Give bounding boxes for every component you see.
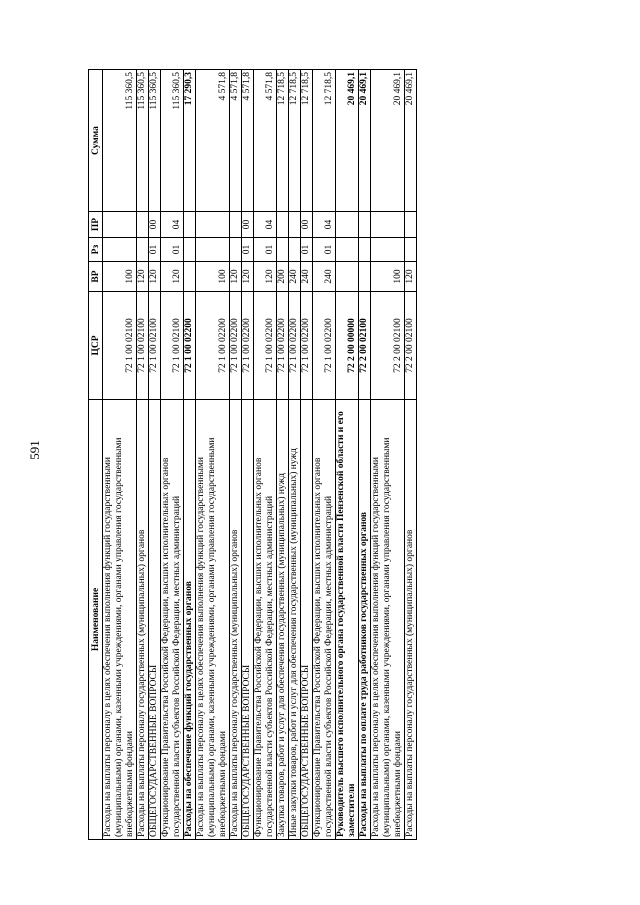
header-rz: Рз bbox=[89, 238, 103, 262]
cell-pr bbox=[184, 212, 196, 238]
cell-rz bbox=[103, 238, 137, 262]
cell-sum: 115 360,5 bbox=[149, 70, 161, 212]
cell-pr: 00 bbox=[242, 212, 254, 238]
cell-sum: 12 718,5 bbox=[301, 70, 313, 212]
cell-sum: 20 469,1 bbox=[336, 70, 359, 212]
table-row bbox=[137, 70, 149, 840]
cell-name: Расходы на обеспечение функций государственных органов bbox=[184, 400, 196, 840]
cell-name: Расходы на выплаты персоналу в целях обеспечения выполнения функций государственными (муниципальными) органами, казенными учреждениями, органами управления государственными внебюджетными фондами bbox=[371, 400, 405, 840]
cell-vr: 100 bbox=[103, 262, 137, 292]
header-csr: ЦСР bbox=[89, 292, 103, 400]
cell-name: Руководитель высшего исполнительного органа государственной власти Пензенской области и его заместители bbox=[336, 400, 359, 840]
cell-csr: 72 2 00 02100 bbox=[405, 292, 417, 400]
cell-name: Расходы на выплаты по оплате труда работников государственных органов bbox=[359, 400, 371, 840]
cell-vr: 240 bbox=[313, 262, 336, 292]
page-number: 591 bbox=[27, 440, 42, 460]
cell-pr bbox=[359, 212, 371, 238]
cell-sum: 20 469,1 bbox=[359, 70, 371, 212]
cell-csr: 72 1 00 02100 bbox=[149, 292, 161, 400]
table-row bbox=[184, 70, 196, 840]
cell-name: ОБЩЕГОСУДАРСТВЕННЫЕ ВОПРОСЫ bbox=[242, 400, 254, 840]
cell-pr bbox=[289, 212, 301, 238]
cell-pr: 00 bbox=[301, 212, 313, 238]
cell-csr: 72 2 00 02100 bbox=[371, 292, 405, 400]
cell-vr: 120 bbox=[137, 262, 149, 292]
table-row bbox=[230, 70, 242, 840]
cell-csr: 72 2 00 00000 bbox=[336, 292, 359, 400]
cell-rz bbox=[336, 238, 359, 262]
table-row bbox=[289, 70, 301, 840]
cell-name: Закупка товаров, работ и услуг для обеспечения государственных (муниципальных) нужд bbox=[277, 400, 289, 840]
cell-rz bbox=[405, 238, 417, 262]
cell-vr: 240 bbox=[301, 262, 313, 292]
table-row bbox=[103, 70, 137, 840]
cell-name: ОБЩЕГОСУДАРСТВЕННЫЕ ВОПРОСЫ bbox=[301, 400, 313, 840]
cell-vr: 120 bbox=[149, 262, 161, 292]
cell-csr: 72 1 00 02200 bbox=[196, 292, 230, 400]
cell-vr bbox=[359, 262, 371, 292]
cell-sum: 20 469,1 bbox=[405, 70, 417, 212]
cell-rz bbox=[371, 238, 405, 262]
cell-pr bbox=[371, 212, 405, 238]
cell-sum: 4 571,8 bbox=[254, 70, 277, 212]
table-row bbox=[254, 70, 277, 840]
cell-sum: 4 571,8 bbox=[242, 70, 254, 212]
cell-vr: 240 bbox=[289, 262, 301, 292]
table-body bbox=[103, 70, 417, 840]
cell-sum: 12 718,5 bbox=[313, 70, 336, 212]
cell-csr: 72 1 00 02200 bbox=[230, 292, 242, 400]
cell-name: Расходы на выплаты персоналу государственных (муниципальных) органов bbox=[230, 400, 242, 840]
cell-csr: 72 1 00 02100 bbox=[161, 292, 184, 400]
header-sum: Сумма bbox=[89, 70, 103, 212]
cell-vr bbox=[336, 262, 359, 292]
cell-rz bbox=[184, 238, 196, 262]
cell-pr bbox=[196, 212, 230, 238]
rotated-page-content bbox=[88, 70, 568, 840]
table-row bbox=[359, 70, 371, 840]
cell-csr: 72 1 00 02100 bbox=[137, 292, 149, 400]
table-row bbox=[336, 70, 359, 840]
cell-pr: 04 bbox=[254, 212, 277, 238]
table-row bbox=[196, 70, 230, 840]
table-header-row bbox=[89, 70, 103, 840]
header-pr: ПР bbox=[89, 212, 103, 238]
table-row bbox=[371, 70, 405, 840]
cell-rz: 01 bbox=[242, 238, 254, 262]
cell-csr: 72 1 00 02100 bbox=[103, 292, 137, 400]
cell-pr bbox=[336, 212, 359, 238]
cell-rz bbox=[289, 238, 301, 262]
cell-csr: 72 1 00 02200 bbox=[184, 292, 196, 400]
cell-rz bbox=[277, 238, 289, 262]
table-row bbox=[405, 70, 417, 840]
cell-rz bbox=[196, 238, 230, 262]
cell-name: Иные закупки товаров, работ и услуг для обеспечения государственных (муниципальных) нужд bbox=[289, 400, 301, 840]
cell-sum: 12 718,5 bbox=[289, 70, 301, 212]
cell-rz: 01 bbox=[301, 238, 313, 262]
cell-vr: 120 bbox=[230, 262, 242, 292]
cell-csr: 72 1 00 02200 bbox=[242, 292, 254, 400]
cell-sum: 12 718,5 bbox=[277, 70, 289, 212]
cell-csr: 72 2 00 02100 bbox=[359, 292, 371, 400]
cell-csr: 72 1 00 02200 bbox=[313, 292, 336, 400]
cell-pr bbox=[230, 212, 242, 238]
cell-vr: 120 bbox=[254, 262, 277, 292]
header-name: Наименование bbox=[89, 400, 103, 840]
cell-vr: 120 bbox=[161, 262, 184, 292]
cell-vr: 200 bbox=[277, 262, 289, 292]
cell-pr: 04 bbox=[161, 212, 184, 238]
cell-name: Расходы на выплаты персоналу государственных (муниципальных) органов bbox=[405, 400, 417, 840]
cell-vr: 120 bbox=[242, 262, 254, 292]
cell-rz: 01 bbox=[149, 238, 161, 262]
cell-rz bbox=[137, 238, 149, 262]
cell-rz: 01 bbox=[254, 238, 277, 262]
cell-sum: 115 360,5 bbox=[103, 70, 137, 212]
cell-pr bbox=[137, 212, 149, 238]
cell-sum: 20 469,1 bbox=[371, 70, 405, 212]
cell-pr bbox=[103, 212, 137, 238]
cell-rz bbox=[359, 238, 371, 262]
table-row bbox=[301, 70, 313, 840]
budget-table bbox=[88, 69, 417, 840]
cell-csr: 72 1 00 02200 bbox=[301, 292, 313, 400]
cell-pr bbox=[405, 212, 417, 238]
cell-sum: 115 360,5 bbox=[137, 70, 149, 212]
cell-name: ОБЩЕГОСУДАРСТВЕННЫЕ ВОПРОСЫ bbox=[149, 400, 161, 840]
cell-csr: 72 1 00 02200 bbox=[254, 292, 277, 400]
cell-vr: 120 bbox=[405, 262, 417, 292]
cell-pr: 00 bbox=[149, 212, 161, 238]
table-row bbox=[277, 70, 289, 840]
table-row bbox=[161, 70, 184, 840]
cell-pr: 04 bbox=[313, 212, 336, 238]
cell-name: Функционирование Правительства Российской Федерации, высших исполнительных органов государственной власти субъектов Российской Федерации, местных администраций bbox=[313, 400, 336, 840]
cell-sum: 4 571,8 bbox=[230, 70, 242, 212]
table-row bbox=[242, 70, 254, 840]
table-row bbox=[149, 70, 161, 840]
cell-vr: 100 bbox=[371, 262, 405, 292]
cell-name: Функционирование Правительства Российской Федерации, высших исполнительных органов государственной власти субъектов Российской Федерации, местных администраций bbox=[161, 400, 184, 840]
cell-csr: 72 1 00 02200 bbox=[277, 292, 289, 400]
header-vr: ВР bbox=[89, 262, 103, 292]
cell-sum: 17 290,3 bbox=[184, 70, 196, 212]
cell-name: Функционирование Правительства Российской Федерации, высших исполнительных органов государственной власти субъектов Российской Федерации, местных администраций bbox=[254, 400, 277, 840]
table-row bbox=[313, 70, 336, 840]
cell-name: Расходы на выплаты персоналу государственных (муниципальных) органов bbox=[137, 400, 149, 840]
cell-rz: 01 bbox=[161, 238, 184, 262]
cell-name: Расходы на выплаты персоналу в целях обеспечения выполнения функций государственными (муниципальными) органами, казенными учреждениями, органами управления государственными внебюджетными фондами bbox=[196, 400, 230, 840]
cell-rz: 01 bbox=[313, 238, 336, 262]
cell-vr bbox=[184, 262, 196, 292]
cell-name: Расходы на выплаты персоналу в целях обеспечения выполнения функций государственными (муниципальными) органами, казенными учреждениями, органами управления государственными внебюджетными фондами bbox=[103, 400, 137, 840]
cell-vr: 100 bbox=[196, 262, 230, 292]
cell-csr: 72 1 00 02200 bbox=[289, 292, 301, 400]
cell-sum: 4 571,8 bbox=[196, 70, 230, 212]
cell-rz bbox=[230, 238, 242, 262]
cell-sum: 115 360,5 bbox=[161, 70, 184, 212]
cell-pr bbox=[277, 212, 289, 238]
